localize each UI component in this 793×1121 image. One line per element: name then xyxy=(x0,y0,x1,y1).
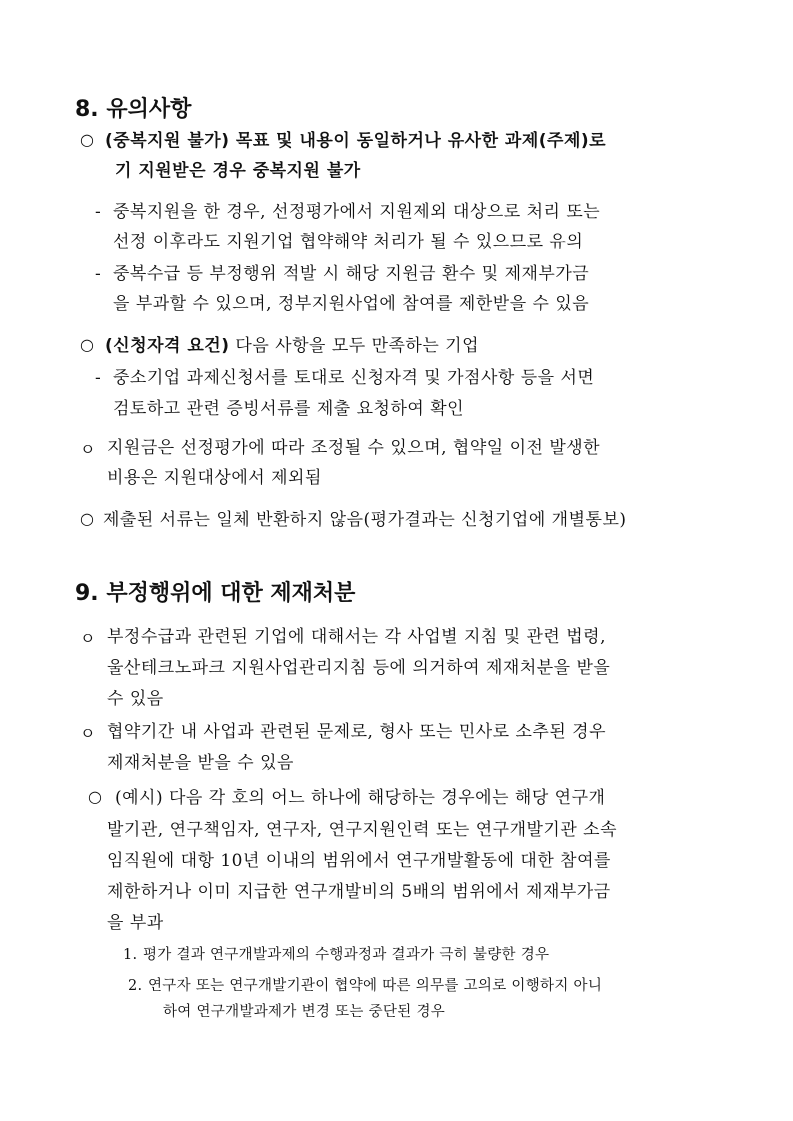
grant-adjust-line2: 비용은 지원대상에서 제외됨 xyxy=(107,468,322,488)
list-item-continuation: 하여 연구개발과제가 변경 또는 중단된 경우 xyxy=(163,1004,446,1020)
dash: - xyxy=(95,264,102,284)
list-item: 연구자 또는 연구개발기관이 협약에 따른 의무를 고의로 이행하지 아니 xyxy=(148,978,603,994)
eligibility-text: 다음 사항을 모두 만족하는 기업 xyxy=(235,336,480,356)
bullet-o: ㅇ xyxy=(80,440,96,459)
example-line4: 제한하거나 이미 지급한 연구개발비의 5배의 범위에서 제재부가금 xyxy=(107,882,611,902)
duplicate-detail2-line1: 중복수급 등 부정행위 적발 시 해당 지원금 환수 및 제재부가금 xyxy=(113,264,590,284)
bullet-o: ㅇ xyxy=(80,724,96,743)
bullet-circle: ○ xyxy=(80,335,94,354)
documents-not-returned: 제출된 서류는 일체 반환하지 않음(평가결과는 신청기업에 개별통보) xyxy=(103,510,627,530)
eligibility-line xyxy=(105,335,479,357)
eligibility-title: (신청자격 요건) xyxy=(105,336,230,356)
fraud-line1: 부정수급과 관련된 기업에 대해서는 각 사업별 지침 및 관련 법령, xyxy=(107,627,607,647)
bullet-o: ㅇ xyxy=(80,629,96,648)
example-line3: 임직원에 대항 10년 이내의 범위에서 연구개발활동에 대한 참여를 xyxy=(107,851,611,871)
section-9-heading: 9. 부정행위에 대한 제재처분 xyxy=(75,581,356,606)
example-line2: 발기관, 연구책임자, 연구자, 연구지원인력 또는 연구개발기관 소속 xyxy=(107,820,618,840)
eligibility-detail-line2: 검토하고 관련 증빙서류를 제출 요청하여 확인 xyxy=(113,399,465,419)
section-8-heading: 8. 유의사항 xyxy=(75,97,192,122)
duplicate-support-line1: (중복지원 불가) 목표 및 내용이 동일하거나 유사한 과제(주제)로 xyxy=(105,131,607,151)
litigation-line2: 제재처분을 받을 수 있음 xyxy=(107,753,294,773)
list-item: 평가 결과 연구개발과제의 수행과정과 결과가 극히 불량한 경우 xyxy=(143,947,550,963)
litigation-line1: 협약기간 내 사업과 관련된 문제로, 형사 또는 민사로 소추된 경우 xyxy=(107,722,607,742)
grant-adjust-line1: 지원금은 선정평가에 따라 조정될 수 있으며, 협약일 이전 발생한 xyxy=(107,438,601,458)
duplicate-support-line2: 기 지원받은 경우 중복지원 불가 xyxy=(115,161,361,181)
bullet-circle: ○ xyxy=(88,787,102,806)
dash: - xyxy=(95,202,102,222)
example-line1: (예시) 다음 각 호의 어느 하나에 해당하는 경우에는 해당 연구개 xyxy=(115,788,606,808)
example-line5: 을 부과 xyxy=(107,913,164,933)
list-item-number: 1. xyxy=(123,947,138,963)
dash: - xyxy=(95,368,102,388)
duplicate-detail1-line1: 중복지원을 한 경우, 선정평가에서 지원제외 대상으로 처리 또는 xyxy=(113,202,601,222)
fraud-line3: 수 있음 xyxy=(107,689,164,709)
bullet-circle: ○ xyxy=(80,130,94,149)
duplicate-detail1-line2: 선정 이후라도 지원기업 협약해약 처리가 될 수 있으므로 유의 xyxy=(113,232,584,252)
eligibility-detail-line1: 중소기업 과제신청서를 토대로 신청자격 및 가점사항 등을 서면 xyxy=(113,368,595,388)
fraud-line2: 울산테크노파크 지원사업관리지침 등에 의거하여 제재처분을 받을 xyxy=(107,658,611,678)
duplicate-detail2-line2: 을 부과할 수 있으며, 정부지원사업에 참여를 제한받을 수 있음 xyxy=(113,294,590,314)
bullet-circle: ○ xyxy=(80,509,94,528)
list-item-number: 2. xyxy=(128,978,143,994)
